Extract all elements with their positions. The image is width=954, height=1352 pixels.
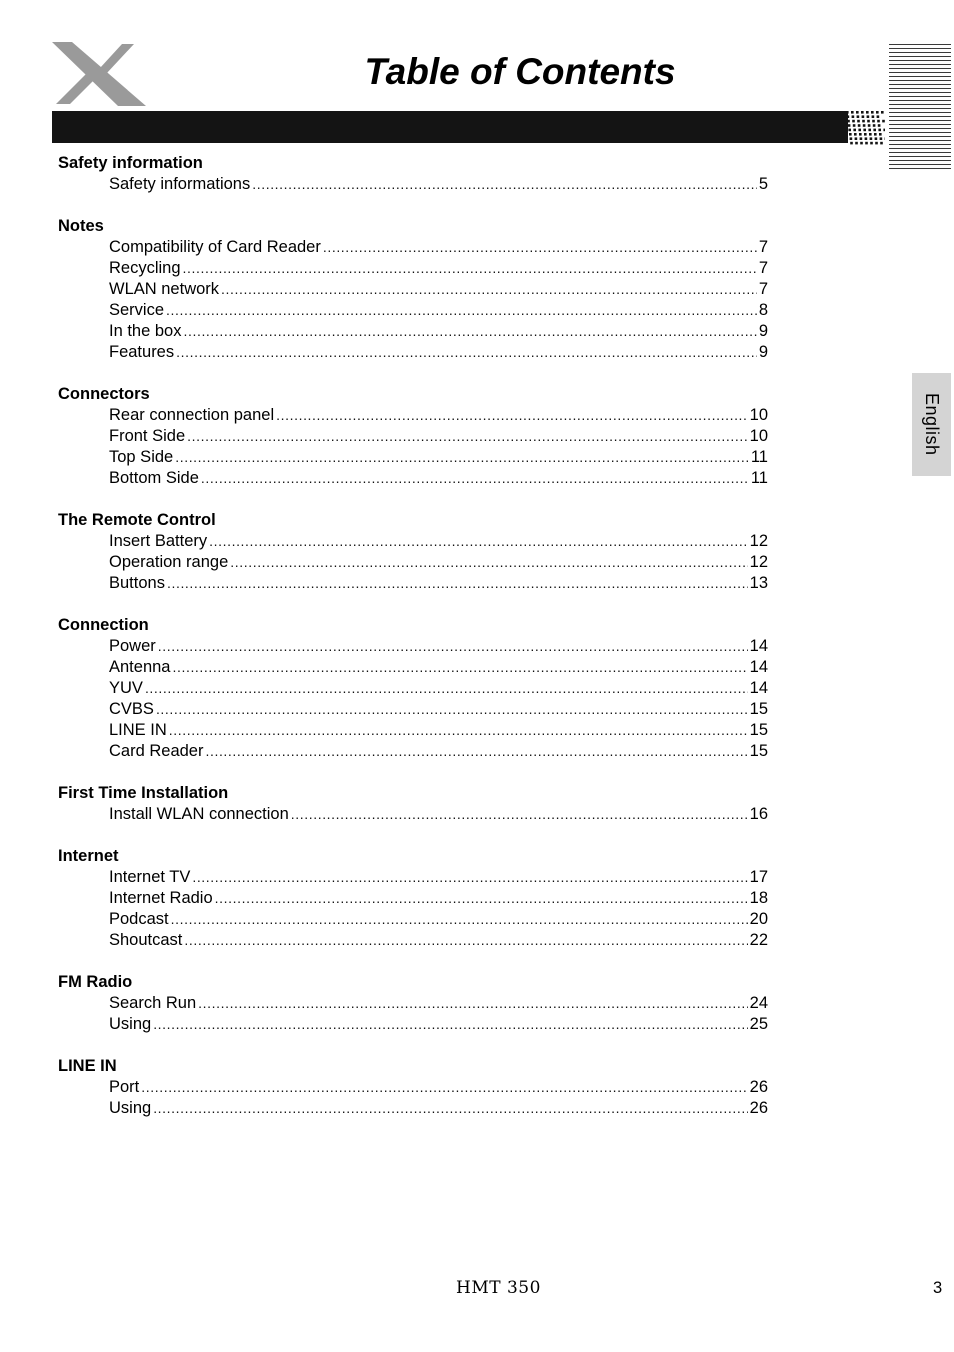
toc-entry-page: 7 bbox=[758, 280, 768, 298]
toc-entry bbox=[58, 573, 768, 594]
footer-model-name: HMT 350 bbox=[456, 1278, 541, 1298]
toc-entry-page: 11 bbox=[750, 469, 768, 487]
toc-dot-leader bbox=[145, 678, 748, 699]
toc-entry-page: 22 bbox=[749, 931, 768, 949]
toc-section-title: Safety information bbox=[58, 154, 203, 172]
toc-entry-page: 24 bbox=[749, 994, 768, 1012]
toc-entry-page: 5 bbox=[758, 175, 768, 193]
toc-dot-leader bbox=[291, 804, 748, 825]
toc-entry bbox=[58, 405, 768, 426]
toc-dot-leader bbox=[209, 531, 748, 552]
toc-entry-page: 13 bbox=[749, 574, 768, 592]
toc-entry-page: 17 bbox=[749, 868, 768, 886]
toc-entry bbox=[58, 930, 768, 951]
toc-entry-label: Internet Radio bbox=[109, 889, 213, 907]
toc-entry bbox=[58, 300, 768, 321]
toc-dot-leader bbox=[184, 930, 747, 951]
toc-entry bbox=[58, 699, 768, 720]
toc-entry-label: Search Run bbox=[109, 994, 197, 1012]
toc-entry bbox=[58, 741, 768, 762]
toc-dot-leader bbox=[187, 426, 748, 447]
toc-dot-leader bbox=[175, 447, 749, 468]
toc-dot-leader bbox=[205, 741, 747, 762]
toc-entry-label: Power bbox=[109, 637, 156, 655]
toc-entry-label: Antenna bbox=[109, 658, 171, 676]
toc-entry-label: Install WLAN connection bbox=[109, 805, 289, 823]
toc-entry-page: 12 bbox=[749, 553, 768, 571]
toc-dot-leader bbox=[215, 888, 748, 909]
toc-entry-label: CVBS bbox=[109, 700, 154, 718]
toc-entry-label: Bottom Side bbox=[109, 469, 199, 487]
toc-entry bbox=[58, 657, 768, 678]
toc-entry-label: Front Side bbox=[109, 427, 186, 445]
toc-dot-leader bbox=[183, 321, 756, 342]
toc-entry bbox=[58, 531, 768, 552]
header-bar bbox=[52, 111, 848, 143]
toc-entry-label: In the box bbox=[109, 322, 182, 340]
toc-entry bbox=[58, 678, 768, 699]
toc-section-title: FM Radio bbox=[58, 973, 133, 991]
toc-entry-page: 18 bbox=[749, 889, 768, 907]
toc-entry-label: Recycling bbox=[109, 259, 181, 277]
toc-dot-leader bbox=[198, 993, 748, 1014]
toc-entry-page: 8 bbox=[758, 301, 768, 319]
toc-dot-leader bbox=[167, 573, 748, 594]
toc-dot-leader bbox=[153, 1014, 747, 1035]
toc-dot-leader bbox=[156, 699, 748, 720]
toc-entry-label: Shoutcast bbox=[109, 931, 183, 949]
toc-entry-page: 15 bbox=[749, 721, 768, 739]
toc-entry-page: 25 bbox=[749, 1015, 768, 1033]
toc-entry-page: 7 bbox=[758, 259, 768, 277]
toc-section bbox=[58, 846, 768, 951]
toc-section bbox=[58, 615, 768, 762]
toc-entry bbox=[58, 258, 768, 279]
toc-entry bbox=[58, 174, 768, 195]
toc-entry bbox=[58, 342, 768, 363]
toc-entry-label: Insert Battery bbox=[109, 532, 208, 550]
toc-entry-page: 11 bbox=[750, 448, 768, 466]
toc-dot-leader bbox=[252, 174, 757, 195]
toc-entry-page: 10 bbox=[749, 406, 768, 424]
toc-entry-label: Internet TV bbox=[109, 868, 191, 886]
toc-entry-page: 26 bbox=[749, 1078, 768, 1096]
toc-section bbox=[58, 783, 768, 825]
brand-x-logo-icon bbox=[50, 40, 150, 110]
toc-section bbox=[58, 384, 768, 489]
toc-entry-page: 15 bbox=[749, 742, 768, 760]
toc-entry bbox=[58, 447, 768, 468]
toc-entry bbox=[58, 468, 768, 489]
page-title: Table of Contents bbox=[364, 51, 676, 92]
toc-entry bbox=[58, 279, 768, 300]
toc-section-title: The Remote Control bbox=[58, 511, 216, 529]
toc-dot-leader bbox=[221, 279, 757, 300]
toc-entry bbox=[58, 237, 768, 258]
toc-entry-label: Podcast bbox=[109, 910, 169, 928]
toc-entry-page: 16 bbox=[749, 805, 768, 823]
toc-section bbox=[58, 1056, 768, 1119]
toc-entry-label: Rear connection panel bbox=[109, 406, 275, 424]
language-side-tab bbox=[912, 373, 951, 476]
toc-section-title: LINE IN bbox=[58, 1057, 117, 1075]
toc-dot-leader bbox=[169, 720, 748, 741]
toc-entry bbox=[58, 1077, 768, 1098]
toc-section bbox=[58, 510, 768, 594]
toc-section-title: Internet bbox=[58, 847, 119, 865]
toc-section-title: Notes bbox=[58, 217, 104, 235]
toc-dot-leader bbox=[158, 636, 748, 657]
toc-entry-page: 14 bbox=[749, 658, 768, 676]
toc-entry-page: 20 bbox=[749, 910, 768, 928]
toc-entry bbox=[58, 993, 768, 1014]
toc-dot-leader bbox=[192, 867, 747, 888]
toc-entry-label: Safety informations bbox=[109, 175, 251, 193]
toc-section bbox=[58, 153, 768, 195]
toc-entry-page: 10 bbox=[749, 427, 768, 445]
toc-entry bbox=[58, 321, 768, 342]
toc-entry bbox=[58, 1098, 768, 1119]
toc-entry bbox=[58, 804, 768, 825]
toc-entry bbox=[58, 867, 768, 888]
toc-entry bbox=[58, 1014, 768, 1035]
toc-dot-leader bbox=[172, 657, 747, 678]
toc-entry bbox=[58, 426, 768, 447]
toc-section-title: First Time Installation bbox=[58, 784, 229, 802]
toc-entry-page: 9 bbox=[758, 343, 768, 361]
toc-section-title: Connection bbox=[58, 616, 149, 634]
toc-entry-label: Port bbox=[109, 1078, 140, 1096]
toc-entry-label: YUV bbox=[109, 679, 143, 697]
toc-entry-page: 12 bbox=[749, 532, 768, 550]
toc-entry-page: 14 bbox=[749, 679, 768, 697]
footer-page-number: 3 bbox=[933, 1279, 943, 1297]
toc-entry-label: Operation range bbox=[109, 553, 229, 571]
toc-entry bbox=[58, 909, 768, 930]
toc-entry-label: Using bbox=[109, 1015, 152, 1033]
toc-entry bbox=[58, 552, 768, 573]
toc-dot-leader bbox=[201, 468, 749, 489]
toc-entry-label: WLAN network bbox=[109, 280, 220, 298]
language-side-tab-label: English bbox=[922, 393, 942, 456]
toc-entry bbox=[58, 888, 768, 909]
toc-section-title: Connectors bbox=[58, 385, 150, 403]
toc-entry-page: 15 bbox=[749, 700, 768, 718]
toc-entry-label: Top Side bbox=[109, 448, 174, 466]
toc-dot-leader bbox=[171, 909, 748, 930]
corner-stripes-decoration bbox=[889, 44, 951, 172]
toc-dot-leader bbox=[183, 258, 757, 279]
toc-dot-leader bbox=[166, 300, 757, 321]
toc-entry-label: Features bbox=[109, 343, 175, 361]
toc-entry-label: Using bbox=[109, 1099, 152, 1117]
toc-section bbox=[58, 216, 768, 363]
toc-dot-leader bbox=[276, 405, 748, 426]
toc-dot-leader bbox=[323, 237, 757, 258]
toc-entry-page: 14 bbox=[749, 637, 768, 655]
toc-dot-leader bbox=[141, 1077, 747, 1098]
toc-entry-page: 7 bbox=[758, 238, 768, 256]
table-of-contents bbox=[58, 153, 768, 1140]
toc-entry bbox=[58, 720, 768, 741]
toc-entry-label: LINE IN bbox=[109, 721, 167, 739]
toc-entry-label: Buttons bbox=[109, 574, 165, 592]
toc-dot-leader bbox=[153, 1098, 747, 1119]
toc-entry-page: 9 bbox=[758, 322, 768, 340]
toc-entry-label: Card Reader bbox=[109, 742, 204, 760]
toc-entry-label: Service bbox=[109, 301, 165, 319]
toc-dot-leader bbox=[176, 342, 757, 363]
toc-entry bbox=[58, 636, 768, 657]
toc-section bbox=[58, 972, 768, 1035]
toc-entry-label: Compatibility of Card Reader bbox=[109, 238, 321, 256]
toc-dot-leader bbox=[230, 552, 747, 573]
header-bar-dot-pattern bbox=[843, 108, 885, 146]
toc-entry-page: 26 bbox=[749, 1099, 768, 1117]
